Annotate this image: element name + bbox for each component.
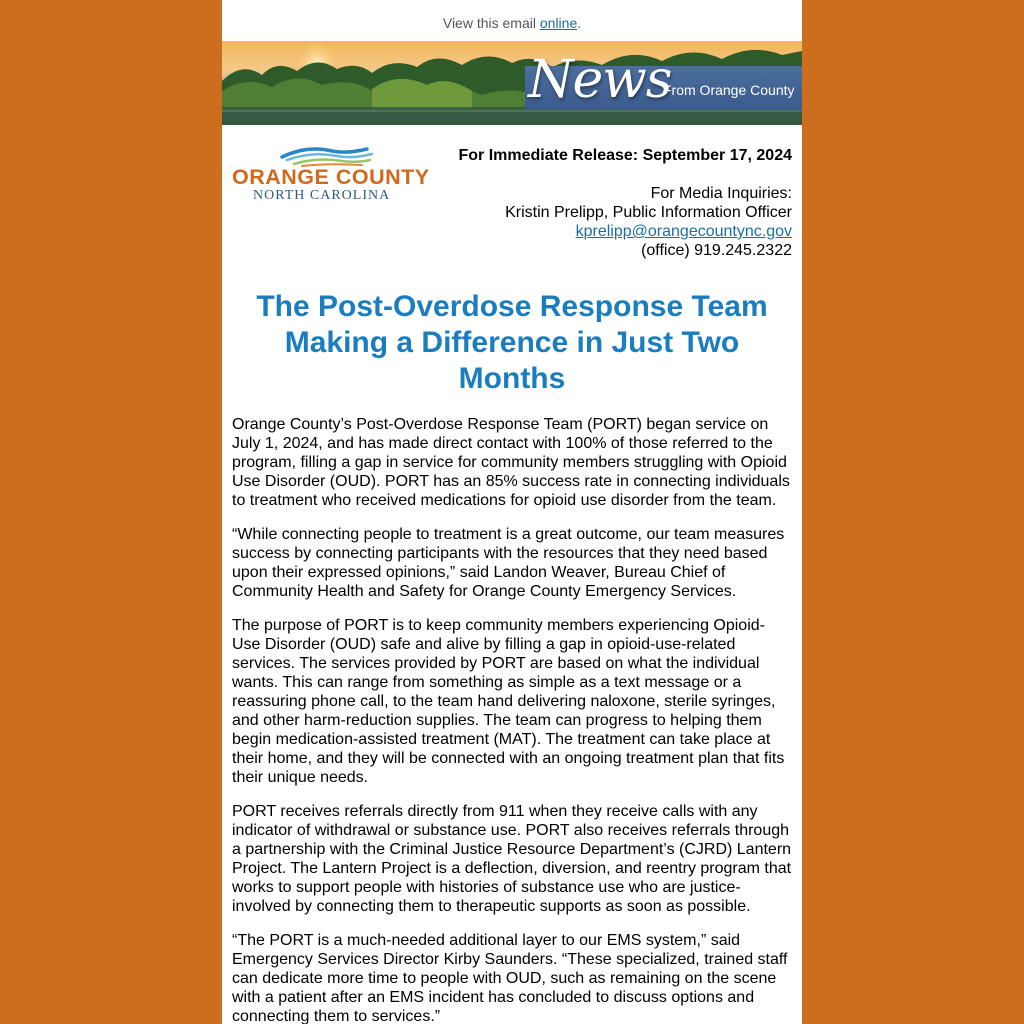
release-header	[222, 125, 802, 285]
media-contact-email-link[interactable]: kprelipp@orangecountync.gov	[575, 223, 792, 240]
article-paragraph: “The PORT is a much-needed additional layer to our EMS system,” said Emergency Services Director Kirby Saunders. “These specialized, trained staff can dedicate more time to people with OUD, such as remaining on the scene with a patient after an EMS incident has concluded to discuss options and connecting them to services.”	[232, 932, 788, 1024]
article-paragraph: PORT receives referrals directly from 911 when they receive calls with any indicator of withdrawal or substance use. PORT also receives referrals through a partnership with the Criminal Justice Resource Department’s (CJRD) Lantern Project. The Lantern Project is a deflection, diversion, and reentry program that works to support people with histories of substance use who are justice-involved by connecting them to therapeutic supports as soon as possible.	[232, 803, 792, 915]
view-online-suffix: .	[577, 15, 582, 31]
article-headline: The Post-Overdose Response Team Making a Difference in Just Two Months	[256, 290, 768, 395]
logo-state-name: NORTH CAROLINA	[253, 188, 391, 203]
logo-county-name: ORANGE COUNTY	[232, 165, 430, 189]
news-title: News	[528, 50, 672, 110]
article-paragraph: “While connecting people to treatment is a great outcome, our team measures success by connecting participants with the resources that they need based upon their expressed opinions,” said Landon Weaver, Bureau Chief of Community Health and Safety for Orange County Emergency Services.	[232, 526, 785, 600]
media-contact-phone: (office) 919.245.2322	[641, 242, 792, 259]
article-paragraph: Orange County’s Post-Overdose Response Team (PORT) began service on July 1, 2024, and has made direct contact with 100% of those referred to the program, filling a gap in service for community members struggling with Opioid Use Disorder (OUD). PORT has an 85% success rate in connecting individuals to treatment who received medications for opioid use disorder from the team.	[232, 416, 790, 509]
news-banner	[222, 41, 802, 125]
logo-waves-icon	[232, 145, 412, 167]
view-online-text: View this email	[442, 15, 540, 31]
news-subtitle: From Orange County	[663, 82, 795, 98]
release-date: For Immediate Release: September 17, 2024	[458, 147, 792, 164]
view-online-bar	[222, 0, 802, 41]
article-body	[222, 415, 802, 1024]
article-paragraph: The purpose of PORT is to keep community members experiencing Opioid-Use Disorder (OUD) safe and alive by filling a gap in opioid-use-related services. The services provided by PORT are based on what the individual wants. This can range from something as simple as a text message or a reassuring phone call, to the team hand delivering naloxone, sterile syringes, and other harm-reduction supplies. The team can progress to helping them begin medication-assisted treatment (MAT). The treatment can take place at their home, and they will be connected with an ongoing treatment plan that fits their unique needs.	[232, 617, 785, 786]
view-online-link[interactable]: online	[539, 15, 578, 31]
release-info	[459, 146, 793, 260]
media-inquiries-label: For Media Inquiries:	[650, 185, 792, 202]
media-contact-name: Kristin Prelipp, Public Information Officer	[505, 204, 792, 221]
email-container	[222, 0, 802, 1024]
orange-county-logo	[232, 145, 430, 205]
